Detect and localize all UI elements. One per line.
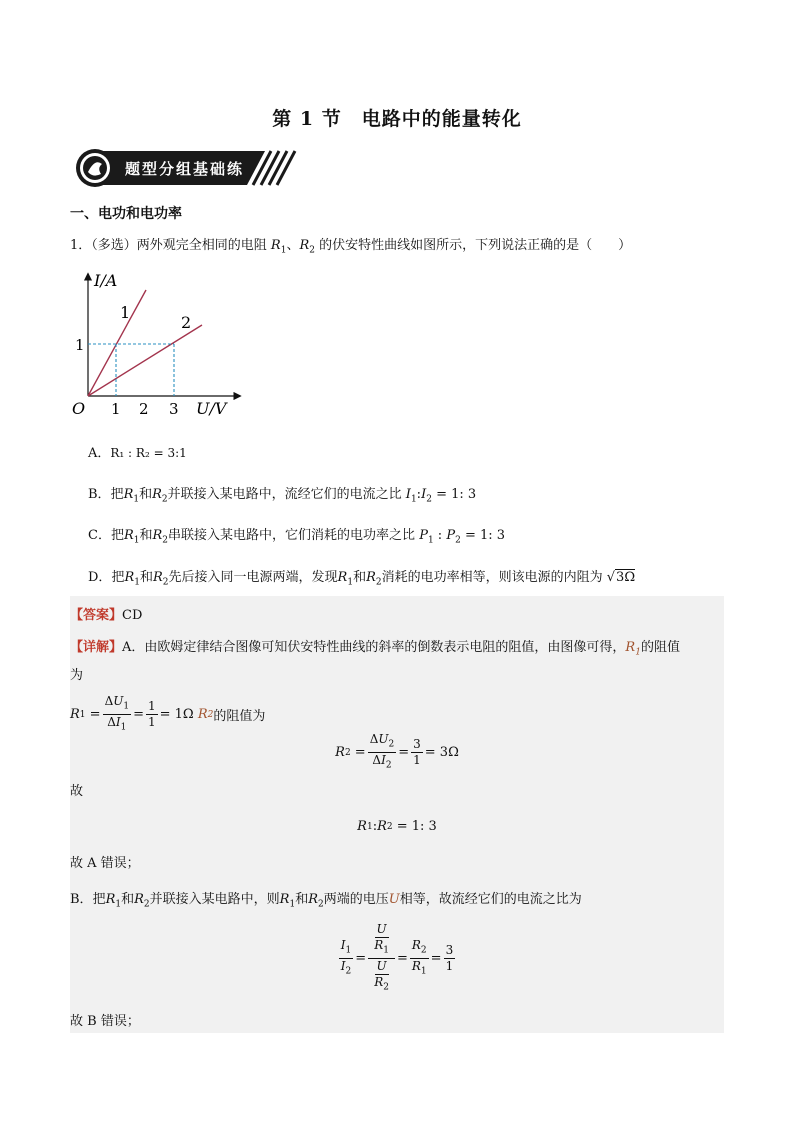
ratio-equation: R 1 : R 2 = 1: 3 bbox=[357, 819, 437, 834]
line-2-label: 2 bbox=[181, 313, 192, 332]
line-1-label: 1 bbox=[120, 303, 131, 322]
option-d[interactable]: D．把$R_1$和$R_2$先后接入同一电源两端，发现$R_1$和$R_2$消耗的电功率相等，则该电源的内阻为 √3Ω bbox=[88, 570, 636, 588]
answer-line: 【答案】CD bbox=[70, 608, 143, 623]
question-stem: 1．（多选）两外观完全相同的电阻 $R_1$、$R_2$ 的伏安特性曲线如图所示，下列说法正确的是（ ） bbox=[70, 238, 632, 256]
a-wrong: 故 A 错误； bbox=[70, 856, 140, 871]
b-wrong: 故 B 错误； bbox=[70, 1014, 140, 1029]
iv-graph bbox=[68, 268, 268, 424]
x-axis-label: U/V bbox=[196, 399, 227, 418]
detail-line: 【详解】A．由欧姆定律结合图像可知伏安特性曲线的斜率的倒数表示电阻的阻值，由图像可得，$R_1$的阻值 bbox=[70, 640, 680, 658]
r2-equation: R 2 = $\frac{\Delta U_2}{\Delta I_2}$ = $\frac{3}{1}$ = 3Ω bbox=[335, 732, 459, 771]
page-title: 第 1 节 电路中的能量转化 bbox=[272, 108, 522, 130]
gu-line: 故 bbox=[70, 784, 84, 799]
option-c[interactable]: C．把$R_1$和$R_2$串联接入某电路中，它们消耗的电功率之比 $P_1$ : $P_2 = 1$: 3 bbox=[88, 528, 506, 546]
y-axis-label: I/A bbox=[94, 271, 118, 290]
line-1 bbox=[88, 290, 146, 396]
option-b[interactable]: B．把$R_1$和$R_2$并联接入某电路中，流经它们的电流之比 $I_1:I_2 = 1$: 3 bbox=[88, 487, 477, 505]
x-tick-2: 2 bbox=[139, 400, 149, 418]
detail-b: B．把$R_1$和$R_2$并联接入某电路中，则$R_1$和$R_2$两端的电压U相等，故流经它们的电流之比为 bbox=[70, 892, 582, 910]
section-banner bbox=[75, 148, 297, 188]
detail-wei: 为 bbox=[70, 668, 84, 683]
line-2 bbox=[88, 325, 202, 396]
section-heading: 一、电功和电功率 bbox=[70, 206, 182, 222]
x-tick-3: 3 bbox=[169, 400, 179, 418]
x-tick-1: 1 bbox=[111, 400, 121, 418]
current-ratio-equation: $\frac{I_1}{I_2}$ = $\frac{\frac{U}{R_1}}{\frac{U}{R_2}}$ = $\frac{R_2}{R_1}$ = $\frac{3}{1}$ bbox=[340, 922, 454, 993]
option-a[interactable]: A．R₁ : R₂ = 3:1 bbox=[88, 446, 187, 461]
banner-label: 题型分组基础练 bbox=[125, 160, 245, 178]
r1-equation: R 1 = $\frac{\Delta U_1}{\Delta I_1}$ = $\frac{1}{1}$ = 1Ω R 2 的阻值为 bbox=[70, 694, 266, 733]
y-tick-1: 1 bbox=[75, 336, 85, 354]
origin-label: O bbox=[72, 399, 86, 418]
